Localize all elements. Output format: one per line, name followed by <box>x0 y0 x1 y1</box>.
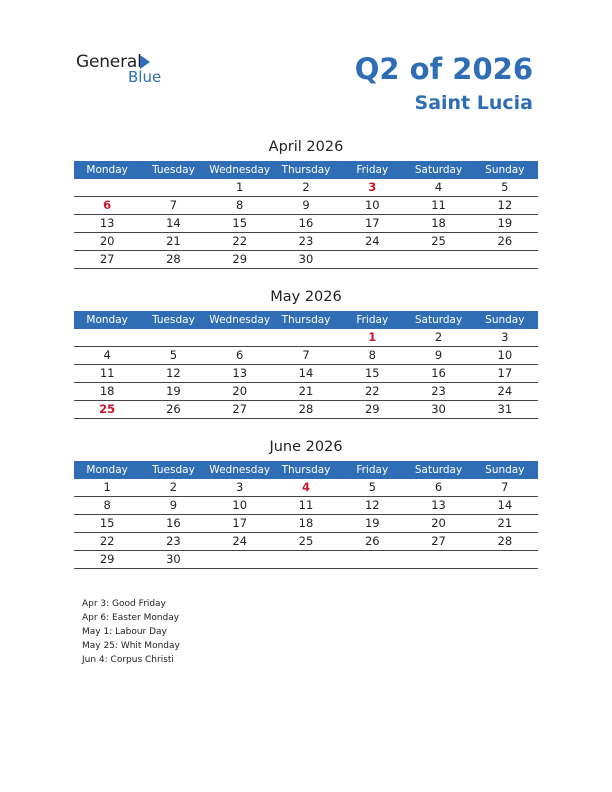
month-title: April 2026 <box>268 139 344 155</box>
date-cell: 21 <box>166 234 181 248</box>
week-row <box>74 347 538 365</box>
date-cell: 21 <box>298 384 314 398</box>
logo-blue-text: Blue <box>128 68 162 86</box>
date-cell: 2 <box>302 180 310 194</box>
date-cell: 4 <box>103 348 111 362</box>
weekday-label: Wednesday <box>209 314 271 326</box>
weekday-label: Wednesday <box>209 164 271 176</box>
date-cell: 20 <box>431 516 446 530</box>
weekday-header <box>74 161 538 179</box>
date-cell: 24 <box>364 234 380 248</box>
holiday-date-cell: 3 <box>368 180 377 194</box>
date-cell <box>74 179 140 196</box>
date-cell: 4 <box>434 180 443 194</box>
date-cell: 25 <box>431 234 446 248</box>
weekday-label: Tuesday <box>152 314 195 326</box>
page-title: Q2 of 2026 <box>354 52 533 86</box>
week-row <box>74 533 538 551</box>
date-cell: 10 <box>497 348 513 362</box>
date-cell: 20 <box>232 384 248 398</box>
date-cell <box>273 329 339 346</box>
date-cell: 9 <box>169 498 178 512</box>
date-cell: 11 <box>298 498 314 512</box>
date-cell: 27 <box>99 252 115 266</box>
holiday-date-cell: 1 <box>368 330 377 344</box>
date-cell <box>339 251 405 268</box>
date-cell: 15 <box>364 366 380 380</box>
week-row <box>74 251 538 269</box>
date-cell: 11 <box>431 198 446 212</box>
weekday-header <box>74 311 538 329</box>
weekday-label: Sunday <box>485 314 525 326</box>
date-cell: 12 <box>497 198 513 212</box>
weekday-label: Saturday <box>414 464 463 476</box>
date-cell: 26 <box>166 402 181 416</box>
weekday-label: Friday <box>356 164 389 176</box>
country-name: Saint Lucia <box>414 92 533 114</box>
month-title: May 2026 <box>270 289 342 305</box>
month-calendar <box>74 436 538 569</box>
date-cell: 22 <box>99 534 115 548</box>
date-cell: 28 <box>166 252 181 266</box>
holiday-date-cell: 25 <box>99 402 116 416</box>
week-row <box>74 497 538 515</box>
holiday-item: Apr 6: Easter Monday <box>82 613 180 623</box>
date-cell: 27 <box>431 534 446 548</box>
date-cell: 26 <box>497 234 513 248</box>
week-row <box>74 479 538 497</box>
date-cell: 9 <box>302 198 310 212</box>
date-cell: 2 <box>169 480 178 494</box>
weekday-header <box>74 461 538 479</box>
date-cell: 1 <box>236 180 244 194</box>
date-cell: 26 <box>364 534 380 548</box>
date-cell: 31 <box>497 402 513 416</box>
date-cell: 10 <box>232 498 248 512</box>
date-cell: 7 <box>169 198 178 212</box>
date-cell: 19 <box>166 384 181 398</box>
date-cell <box>140 179 206 196</box>
date-cell: 16 <box>166 516 181 530</box>
date-cell: 7 <box>501 480 509 494</box>
weekday-label: Friday <box>356 314 389 326</box>
date-cell: 29 <box>232 252 248 266</box>
week-row <box>74 551 538 569</box>
holiday-item: May 1: Labour Day <box>82 627 167 637</box>
weekday-label: Monday <box>86 164 128 176</box>
weekday-label: Thursday <box>281 464 331 476</box>
date-cell: 19 <box>497 216 513 230</box>
date-cell <box>339 551 405 568</box>
holiday-item: Apr 3: Good Friday <box>82 599 166 609</box>
date-cell: 7 <box>302 348 310 362</box>
week-row <box>74 329 538 347</box>
date-cell: 17 <box>364 216 380 230</box>
holiday-item: Jun 4: Corpus Christi <box>82 655 174 665</box>
date-cell: 16 <box>298 216 314 230</box>
holiday-list <box>82 597 180 667</box>
week-row <box>74 197 538 215</box>
date-cell: 14 <box>166 216 181 230</box>
date-cell: 10 <box>364 198 380 212</box>
date-cell: 16 <box>431 366 446 380</box>
date-cell: 28 <box>497 534 513 548</box>
weekday-label: Saturday <box>414 314 463 326</box>
date-cell: 8 <box>236 198 244 212</box>
date-cell: 21 <box>497 516 513 530</box>
date-cell: 30 <box>166 552 181 566</box>
weekday-label: Tuesday <box>152 464 195 476</box>
date-cell: 23 <box>298 234 314 248</box>
date-cell: 3 <box>501 330 509 344</box>
date-cell: 2 <box>434 330 443 344</box>
logo-general-text: General <box>76 52 142 72</box>
week-row <box>74 215 538 233</box>
date-cell <box>405 251 471 268</box>
date-cell: 17 <box>497 366 513 380</box>
date-cell: 5 <box>368 480 376 494</box>
date-cell: 18 <box>99 384 115 398</box>
date-cell: 8 <box>368 348 376 362</box>
date-cell: 13 <box>232 366 248 380</box>
date-cell: 18 <box>431 216 446 230</box>
date-cell: 27 <box>232 402 248 416</box>
date-cell: 15 <box>99 516 115 530</box>
weekday-label: Saturday <box>414 164 463 176</box>
date-cell: 20 <box>99 234 115 248</box>
date-cell: 28 <box>298 402 314 416</box>
weekday-label: Thursday <box>281 314 331 326</box>
week-row <box>74 383 538 401</box>
date-cell: 18 <box>298 516 314 530</box>
date-cell: 5 <box>169 348 178 362</box>
date-cell: 22 <box>232 234 248 248</box>
date-cell <box>74 329 140 346</box>
date-cell: 1 <box>103 480 111 494</box>
logo-flag-icon <box>140 55 150 69</box>
month-calendar <box>74 286 538 419</box>
week-row <box>74 233 538 251</box>
month-title: June 2026 <box>269 439 343 455</box>
date-cell <box>405 551 471 568</box>
date-cell: 14 <box>497 498 513 512</box>
date-cell: 15 <box>232 216 248 230</box>
week-row <box>74 401 538 419</box>
date-cell: 13 <box>99 216 115 230</box>
weekday-label: Sunday <box>485 164 525 176</box>
date-cell: 14 <box>298 366 314 380</box>
date-cell: 17 <box>232 516 248 530</box>
holiday-date-cell: 6 <box>103 198 112 212</box>
holiday-date-cell: 4 <box>301 480 310 494</box>
date-cell <box>207 329 273 346</box>
date-cell: 30 <box>298 252 314 266</box>
date-cell: 11 <box>99 366 115 380</box>
month-calendar <box>74 136 538 269</box>
date-cell <box>472 251 538 268</box>
date-cell: 23 <box>431 384 446 398</box>
date-cell: 12 <box>166 366 181 380</box>
date-cell: 23 <box>166 534 181 548</box>
date-cell: 6 <box>236 348 244 362</box>
weekday-label: Sunday <box>485 464 525 476</box>
week-row <box>74 515 538 533</box>
week-row <box>74 365 538 383</box>
date-cell: 9 <box>434 348 443 362</box>
week-row <box>74 179 538 197</box>
weekday-label: Monday <box>86 314 128 326</box>
weekday-label: Wednesday <box>209 464 271 476</box>
date-cell: 29 <box>99 552 115 566</box>
date-cell: 19 <box>364 516 380 530</box>
date-cell: 22 <box>364 384 380 398</box>
date-cell: 8 <box>103 498 111 512</box>
weekday-label: Thursday <box>281 164 331 176</box>
date-cell <box>207 551 273 568</box>
date-cell: 13 <box>431 498 446 512</box>
date-cell <box>140 329 206 346</box>
date-cell <box>472 551 538 568</box>
date-cell: 25 <box>298 534 314 548</box>
date-cell: 24 <box>497 384 513 398</box>
weekday-label: Monday <box>86 464 128 476</box>
weekday-label: Friday <box>356 464 389 476</box>
date-cell: 5 <box>501 180 509 194</box>
weekday-label: Tuesday <box>152 164 195 176</box>
date-cell: 24 <box>232 534 248 548</box>
date-cell: 3 <box>236 480 244 494</box>
holiday-item: May 25: Whit Monday <box>82 641 180 651</box>
date-cell: 12 <box>364 498 380 512</box>
date-cell: 29 <box>364 402 380 416</box>
date-cell: 30 <box>431 402 446 416</box>
date-cell: 6 <box>434 480 443 494</box>
date-cell <box>273 551 339 568</box>
